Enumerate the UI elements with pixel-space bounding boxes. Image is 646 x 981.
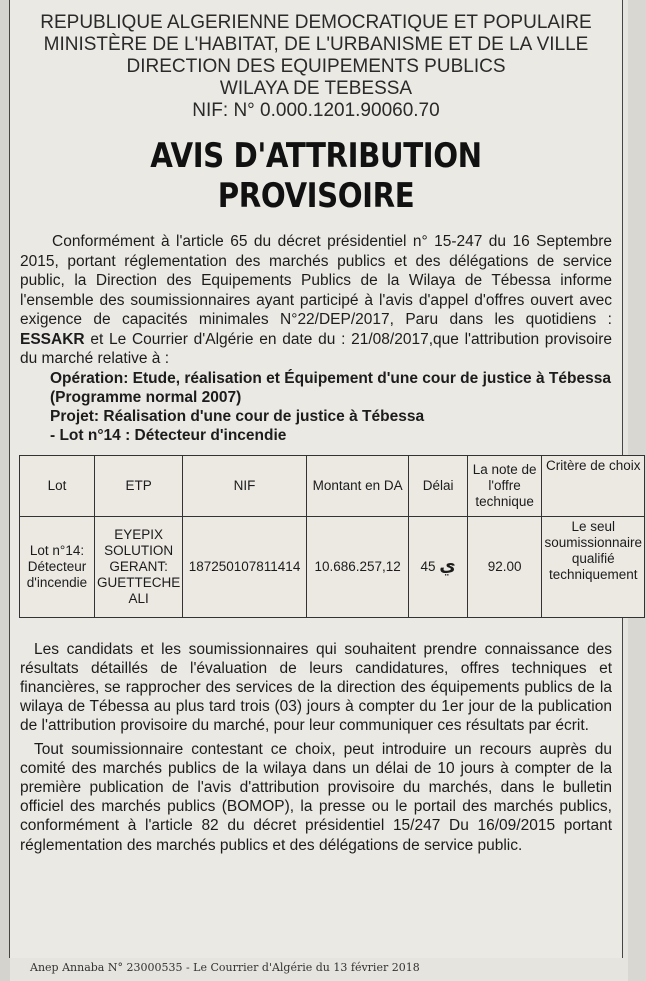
appeal-paragraph: Tout soumissionnaire contestant ce choix, peut introduire un recours auprès du comité des marchés publics de la wilaya dans un délai de 10 jours à compter de la première publication de l'avis d'attribution provisoire du marchés, dans le bulletin officiel des marchés publics (BOMOP), la presse ou le portail des marchés publics, conformément à l'article 82 du décret présidentiel 15/247 Du 16/09/2015 portant réglementation des marchés publics et des délégations de service public. xyxy=(20,740,612,854)
intro-paragraph xyxy=(20,232,612,369)
intro-part1: Conformément à l'article 65 du décret présidentiel n° 15-247 du 16 Septembre 2015, portant réglementation des marchés publics et des délégations de service public, la Direction des Equipements Publics de la Wilaya de Tébessa informe l'ensemble des soumissionnaires ayant participé à l'avis d'appel d'offres ouvert avec exigence de capacités minimales N°22/DEP/2017, Paru dans les quotidiens : xyxy=(20,233,612,328)
publication-footer: Anep Annaba N° 23000535 - Le Courrier d'Algérie du 13 février 2018 xyxy=(30,961,420,974)
cell-etp: EYEPIX SOLUTION GERANT: GUETTECHE ALI xyxy=(94,516,182,617)
tender-notice xyxy=(9,0,642,958)
cell-lot: Lot n°14: Détecteur d'incendie xyxy=(20,516,95,617)
projet-line: Projet: Réalisation d'une cour de justice à Tébessa xyxy=(50,407,425,425)
lot-line: - Lot n°14 : Détecteur d'incendie xyxy=(50,426,287,444)
intro-part2: et Le Courrier d'Algérie en date du : 21/08/2017,que l'attribution provisoire du marché relative à : xyxy=(20,330,612,367)
attribution-table xyxy=(19,455,645,618)
col-delai-header: Délai xyxy=(409,455,467,516)
delai-value: 45 xyxy=(420,559,436,574)
col-note-header: La note de l'offre technique xyxy=(467,455,542,516)
col-lot-header: Lot xyxy=(20,455,95,516)
header-wilaya: WILAYA DE TEBESSA xyxy=(219,78,413,99)
cell-critere: Le seul soumissionnaire qualifié techniquement xyxy=(542,516,645,617)
col-critere-header: Critère de choix xyxy=(542,455,645,516)
operation-line: Opération: Etude, réalisation et Équipement d'une cour de justice à Tébessa (Programme normal 2007) xyxy=(50,369,611,406)
results-paragraph: Les candidats et les soumissionnaires qui souhaitent prendre connaissance des résultats détaillés de l'évaluation de leurs candidatures, offres techniques et financières, se rapprocher des services de la direction des équipements publics de la wilaya de Tébessa au plus tard trois (03) jours à compter du 1er jour de la publication de l'attribution provisoire du marché, pour leur communiquer ces résultats par écrit. xyxy=(20,640,612,735)
table-row xyxy=(20,516,645,617)
cell-nif: 187250107811414 xyxy=(183,516,307,617)
cell-note: 92.00 xyxy=(467,516,542,617)
col-nif-header: NIF xyxy=(183,455,307,516)
notice-header xyxy=(10,12,622,122)
cell-delai xyxy=(409,516,467,617)
col-etp-header: ETP xyxy=(94,455,182,516)
header-direction: DIRECTION DES EQUIPEMENTS PUBLICS xyxy=(126,56,506,77)
intro-newspaper: ESSAKR xyxy=(20,330,85,348)
notice-title: AVIS D'ATTRIBUTION PROVISOIRE xyxy=(150,136,482,216)
col-montant-header: Montant en DA xyxy=(306,455,409,516)
header-nif: NIF: N° 0.000.1201.90060.70 xyxy=(192,100,440,121)
table-header-row xyxy=(20,455,645,516)
header-republic: REPUBLIQUE ALGERIENNE DEMOCRATIQUE ET POPULAIRE xyxy=(40,12,592,33)
delai-unit: ي xyxy=(439,555,456,576)
cell-montant: 10.686.257,12 xyxy=(306,516,409,617)
header-ministry: MINISTÈRE DE L'HABITAT, DE L'URBANISME ET DE LA VILLE xyxy=(43,34,589,55)
